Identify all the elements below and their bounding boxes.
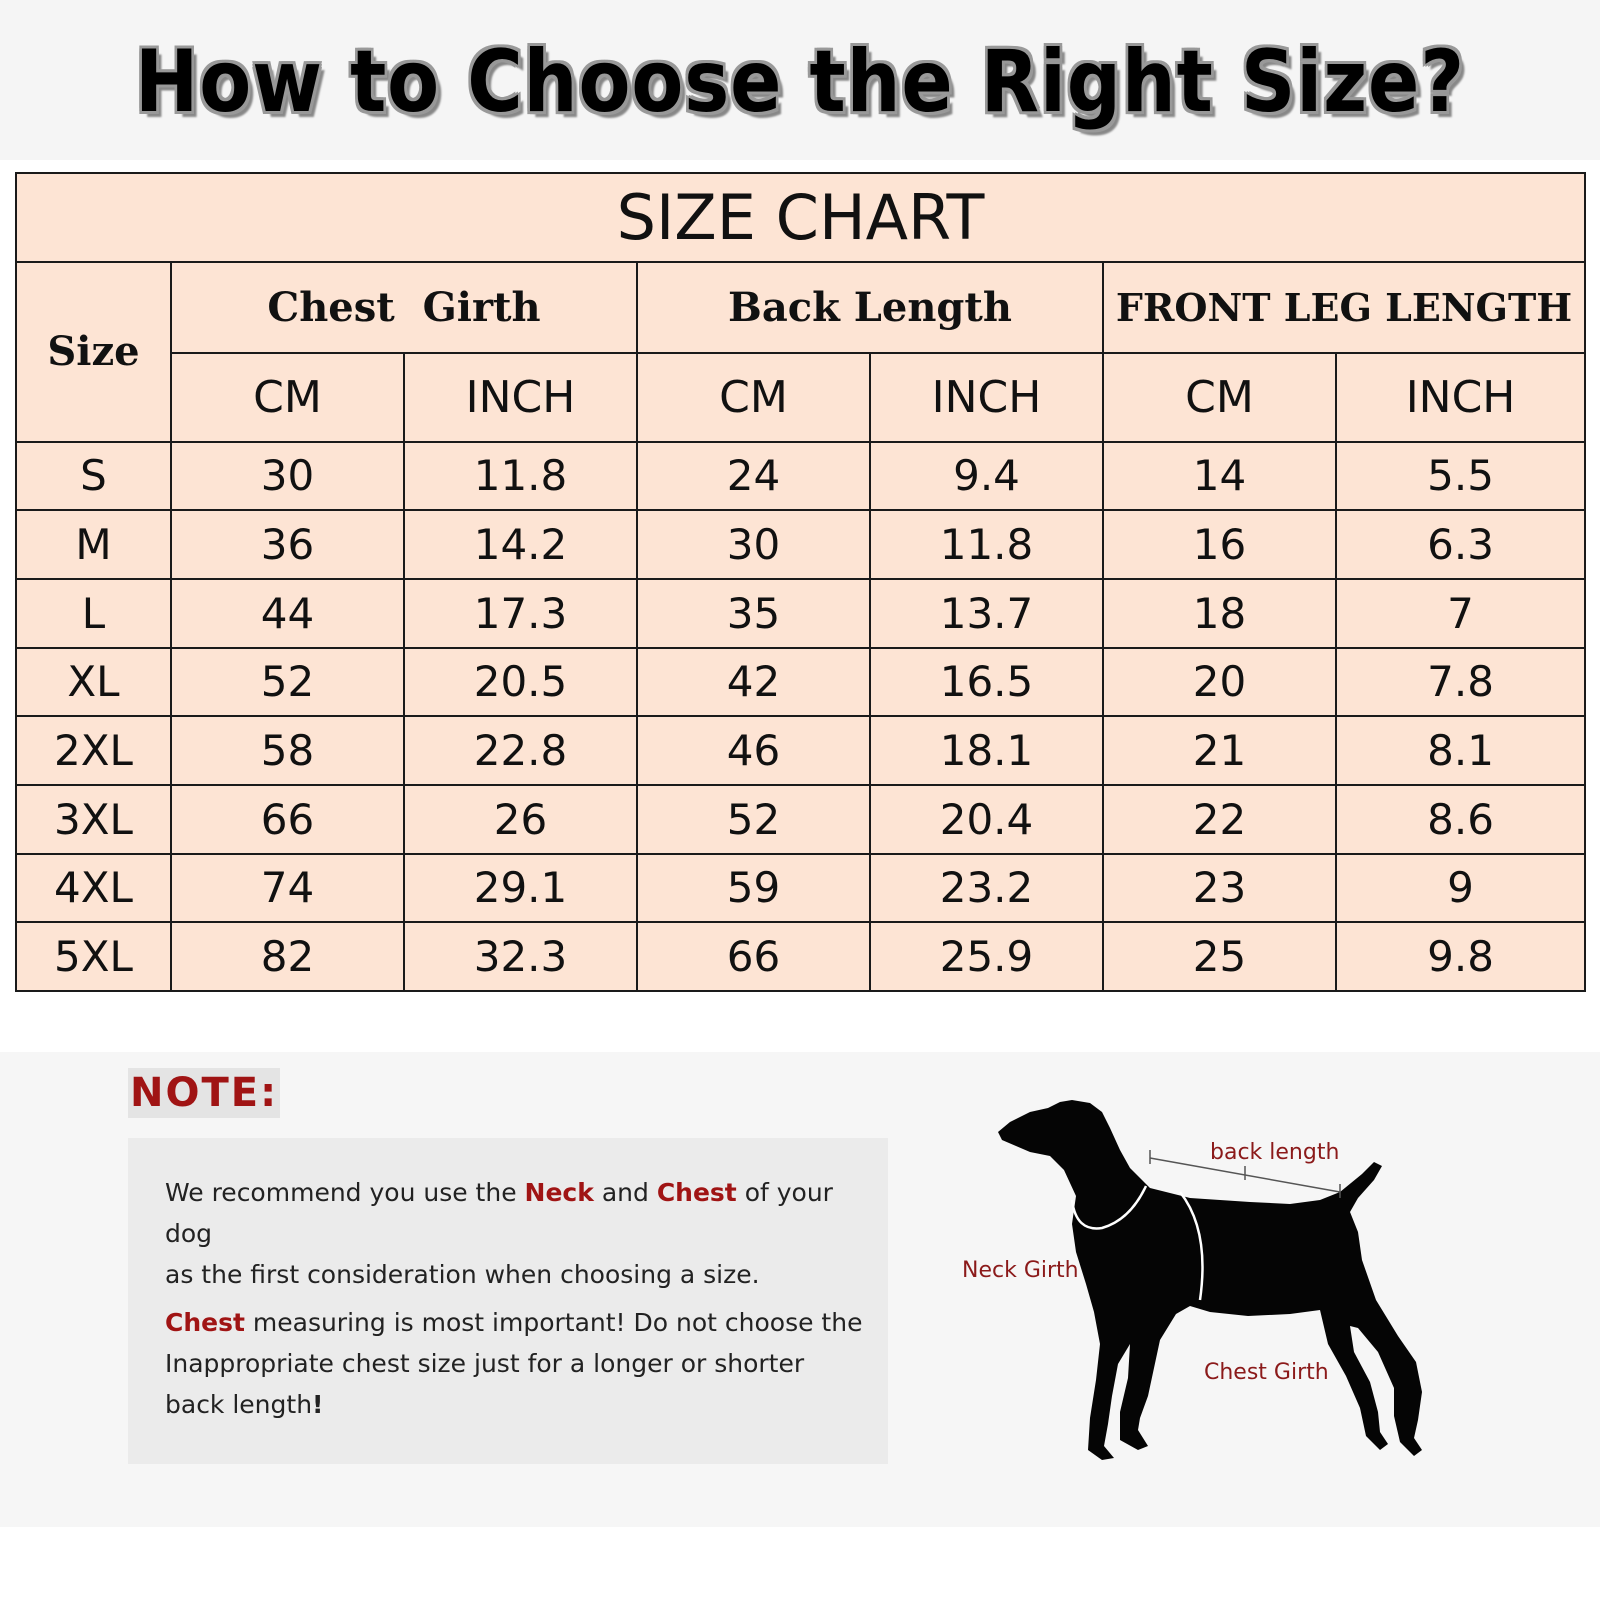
unit-header-cell: CM bbox=[1103, 353, 1336, 442]
measurement-cell: 11.8 bbox=[870, 510, 1103, 579]
measurement-cell: 23 bbox=[1103, 854, 1336, 923]
table-row bbox=[16, 510, 1585, 579]
measurement-cell: 74 bbox=[171, 854, 404, 923]
measurement-cell: 18.1 bbox=[870, 716, 1103, 785]
unit-row bbox=[16, 353, 1585, 442]
measurement-cell: 22.8 bbox=[404, 716, 637, 785]
measurement-cell: 21 bbox=[1103, 716, 1336, 785]
size-cell: 3XL bbox=[16, 785, 171, 854]
page-title: How to Choose the Right Size? bbox=[134, 32, 1466, 132]
note-title: NOTE: bbox=[130, 1070, 279, 1116]
measurement-cell: 8.1 bbox=[1336, 716, 1585, 785]
measurement-cell: 82 bbox=[171, 922, 404, 991]
measurement-cell: 8.6 bbox=[1336, 785, 1585, 854]
measurement-cell: 16 bbox=[1103, 510, 1336, 579]
note-text: and bbox=[593, 1178, 657, 1207]
note-text: measuring is most important! Do not choose the bbox=[244, 1308, 863, 1337]
measurement-cell: 9.4 bbox=[870, 442, 1103, 511]
unit-header-cell: CM bbox=[171, 353, 404, 442]
size-cell: 4XL bbox=[16, 854, 171, 923]
note-highlight-neck: Neck bbox=[524, 1178, 594, 1207]
note-text: Inappropriate chest size just for a longer or shorter bbox=[165, 1349, 805, 1378]
measurement-cell: 18 bbox=[1103, 579, 1336, 648]
neck-girth-label: Neck Girth bbox=[962, 1258, 1079, 1283]
measurement-cell: 59 bbox=[637, 854, 870, 923]
measurement-cell: 36 bbox=[171, 510, 404, 579]
size-cell: XL bbox=[16, 648, 171, 717]
note-paragraph-1 bbox=[165, 1172, 885, 1295]
measurement-cell: 14.2 bbox=[404, 510, 637, 579]
measurement-cell: 17.3 bbox=[404, 579, 637, 648]
measurement-cell: 52 bbox=[637, 785, 870, 854]
measurement-cell: 7 bbox=[1336, 579, 1585, 648]
size-cell: S bbox=[16, 442, 171, 511]
measurement-cell: 20 bbox=[1103, 648, 1336, 717]
size-cell: 2XL bbox=[16, 716, 171, 785]
chest-girth-header: Chest Girth bbox=[171, 262, 637, 353]
measurement-cell: 24 bbox=[637, 442, 870, 511]
measurement-cell: 66 bbox=[171, 785, 404, 854]
size-cell: M bbox=[16, 510, 171, 579]
note-text: back length bbox=[165, 1390, 313, 1419]
measurement-cell: 9 bbox=[1336, 854, 1585, 923]
measurement-cell: 44 bbox=[171, 579, 404, 648]
measurement-cell: 7.8 bbox=[1336, 648, 1585, 717]
measurement-cell: 9.8 bbox=[1336, 922, 1585, 991]
table-title: SIZE CHART bbox=[16, 173, 1585, 262]
measurement-cell: 52 bbox=[171, 648, 404, 717]
measurement-cell: 22 bbox=[1103, 785, 1336, 854]
unit-header-cell: INCH bbox=[1336, 353, 1585, 442]
measurement-cell: 32.3 bbox=[404, 922, 637, 991]
front-leg-length-header: FRONT LEG LENGTH bbox=[1103, 262, 1585, 353]
measurement-cell: 13.7 bbox=[870, 579, 1103, 648]
measurement-cell: 30 bbox=[637, 510, 870, 579]
measurement-cell: 25 bbox=[1103, 922, 1336, 991]
note-text: of your dog bbox=[165, 1178, 833, 1248]
note-highlight-chest: Chest bbox=[656, 1178, 737, 1207]
table-row bbox=[16, 716, 1585, 785]
measurement-cell: 20.4 bbox=[870, 785, 1103, 854]
measurement-cell: 14 bbox=[1103, 442, 1336, 511]
note-text: ! bbox=[312, 1390, 324, 1419]
measurement-cell: 42 bbox=[637, 648, 870, 717]
size-cell: L bbox=[16, 579, 171, 648]
back-length-header: Back Length bbox=[637, 262, 1103, 353]
measurement-cell: 23.2 bbox=[870, 854, 1103, 923]
measurement-cell: 58 bbox=[171, 716, 404, 785]
measurement-cell: 20.5 bbox=[404, 648, 637, 717]
table-row bbox=[16, 648, 1585, 717]
chest-girth-label: Chest Girth bbox=[1204, 1360, 1329, 1385]
unit-header-cell: INCH bbox=[404, 353, 637, 442]
size-column-header: Size bbox=[16, 262, 171, 442]
measurement-cell: 66 bbox=[637, 922, 870, 991]
measurement-cell: 30 bbox=[171, 442, 404, 511]
table-row bbox=[16, 785, 1585, 854]
unit-header-cell: CM bbox=[637, 353, 870, 442]
table-row bbox=[16, 442, 1585, 511]
note-text: We recommend you use the bbox=[165, 1178, 525, 1207]
table-row bbox=[16, 854, 1585, 923]
table-row bbox=[16, 922, 1585, 991]
table-row bbox=[16, 579, 1585, 648]
measurement-cell: 26 bbox=[404, 785, 637, 854]
measurement-cell: 16.5 bbox=[870, 648, 1103, 717]
note-text: as the first consideration when choosing a size. bbox=[165, 1260, 760, 1289]
size-chart-table bbox=[15, 172, 1586, 992]
back-length-label: back length bbox=[1210, 1140, 1340, 1165]
measurement-cell: 35 bbox=[637, 579, 870, 648]
measurement-cell: 6.3 bbox=[1336, 510, 1585, 579]
measurement-cell: 11.8 bbox=[404, 442, 637, 511]
unit-header-cell: INCH bbox=[870, 353, 1103, 442]
note-paragraph-2 bbox=[165, 1302, 885, 1425]
note-highlight-chest: Chest bbox=[165, 1308, 245, 1337]
measurement-cell: 46 bbox=[637, 716, 870, 785]
measurement-cell: 5.5 bbox=[1336, 442, 1585, 511]
size-cell: 5XL bbox=[16, 922, 171, 991]
measurement-cell: 29.1 bbox=[404, 854, 637, 923]
measurement-cell: 25.9 bbox=[870, 922, 1103, 991]
